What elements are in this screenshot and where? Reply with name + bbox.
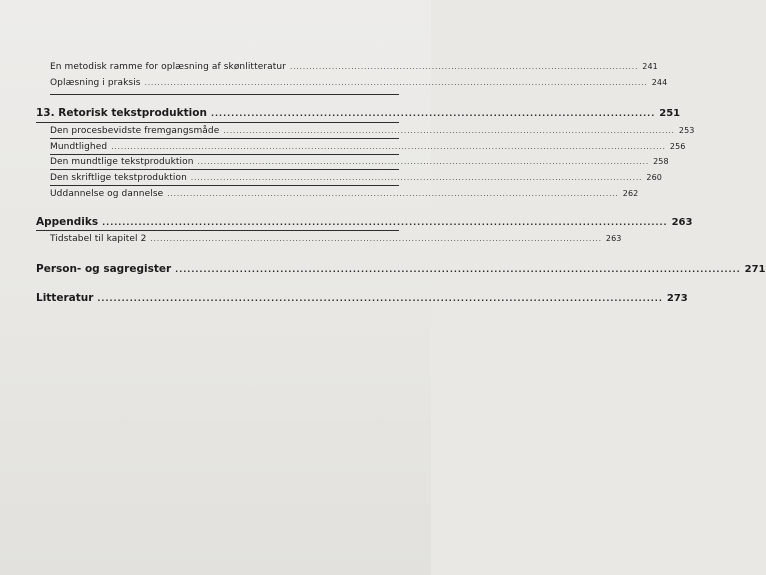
toc-entry bbox=[50, 189, 639, 199]
toc-entry-page: 258 bbox=[653, 157, 669, 166]
toc-entry-page: 244 bbox=[651, 78, 668, 87]
dot-leader: ............................................................................................................................................................................ bbox=[111, 143, 666, 151]
dot-leader: ............................................................................................................................................ bbox=[102, 218, 668, 227]
entry-divider bbox=[50, 154, 399, 155]
toc-entry bbox=[50, 78, 668, 88]
dot-leader: ............................................................................................................................................ bbox=[197, 158, 650, 166]
entry-divider bbox=[50, 138, 399, 139]
toc-chapter-title: Appendiks bbox=[36, 216, 99, 228]
toc-entry bbox=[50, 142, 686, 152]
toc-entry-page: 262 bbox=[622, 189, 639, 198]
toc-chapter bbox=[36, 292, 688, 304]
toc-entry bbox=[50, 157, 669, 167]
dot-leader: ............................................................................................................................................ bbox=[167, 190, 619, 198]
toc-chapter-page: 251 bbox=[659, 108, 681, 119]
toc-entry-page: 260 bbox=[646, 173, 662, 182]
entry-divider bbox=[50, 185, 399, 186]
toc-chapter bbox=[36, 263, 766, 275]
entry-divider bbox=[50, 169, 399, 170]
dot-leader: ............................................................................................................................................................ bbox=[144, 79, 648, 87]
toc-chapter-title: 13. Retorisk tekstproduktion bbox=[36, 107, 207, 119]
toc-entry-title: Den mundtlige tekstproduktion bbox=[50, 157, 194, 167]
toc-entry-title: En metodisk ramme for oplæsning af skønlitteratur bbox=[50, 62, 286, 72]
dot-leader: ............................................................................................................................................ bbox=[150, 235, 602, 243]
toc-entry-title: Oplæsning i praksis bbox=[50, 78, 141, 88]
toc-entry-title: Den skriftlige tekstproduktion bbox=[50, 173, 187, 183]
dot-leader: ............................................................................................................ bbox=[289, 63, 639, 71]
toc-entry-title: Mundtlighed bbox=[50, 142, 108, 152]
toc-entry bbox=[50, 173, 662, 183]
toc-entry bbox=[50, 126, 695, 136]
toc-chapter bbox=[36, 107, 681, 119]
toc-chapter-page: 263 bbox=[671, 217, 693, 228]
toc-entry-title: Tidstabel til kapitel 2 bbox=[50, 234, 147, 244]
toc-chapter-page: 273 bbox=[666, 293, 688, 304]
dot-leader: ............................................................................................................................................ bbox=[190, 174, 643, 182]
toc-chapter-page: 271 bbox=[744, 264, 766, 275]
toc-chapter bbox=[36, 216, 693, 228]
toc-chapter-title: Litteratur bbox=[36, 292, 94, 304]
toc-entry-page: 263 bbox=[605, 234, 622, 243]
toc-entry bbox=[50, 62, 658, 72]
dot-leader: .............................................................................................................. bbox=[210, 109, 656, 118]
toc-entry-page: 256 bbox=[669, 142, 686, 151]
section-divider bbox=[36, 230, 399, 231]
dot-leader: ............................................................................................................................................ bbox=[97, 294, 663, 303]
toc-entry-title: Den procesbevidste fremgangsmåde bbox=[50, 126, 220, 136]
toc-entry-page: 241 bbox=[642, 62, 658, 71]
section-divider bbox=[36, 122, 399, 123]
toc-entry-title: Uddannelse og dannelse bbox=[50, 189, 164, 199]
toc-chapter-title: Person- og sagregister bbox=[36, 263, 172, 275]
toc-entry bbox=[50, 234, 622, 244]
section-divider bbox=[50, 94, 399, 95]
toc-entry-page: 253 bbox=[678, 126, 695, 135]
dot-leader: ............................................................................................................................................ bbox=[175, 265, 741, 274]
dot-leader: ............................................................................................................................................ bbox=[223, 127, 675, 135]
